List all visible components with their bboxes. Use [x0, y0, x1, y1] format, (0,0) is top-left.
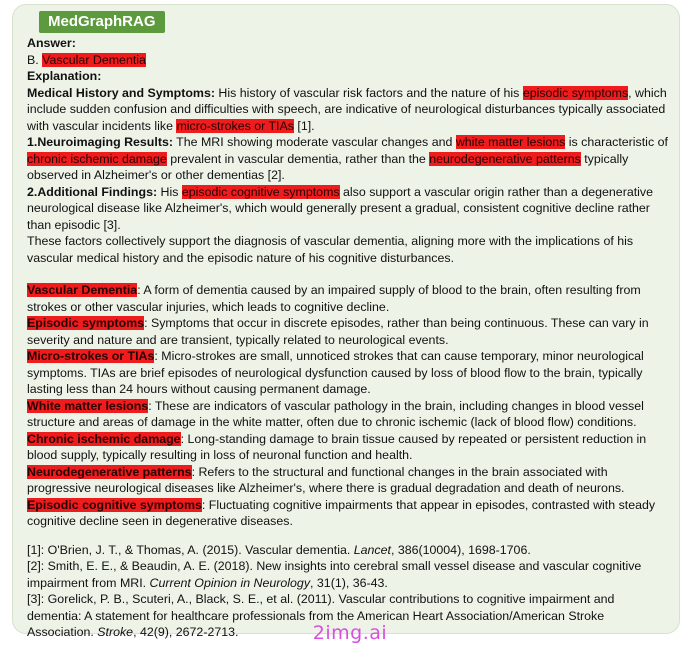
- definition-term: Episodic symptoms: [27, 316, 145, 330]
- highlight-term: chronic ischemic damage: [27, 151, 167, 166]
- highlight-term: white matter lesions: [455, 135, 566, 149]
- definition-item: White matter lesions: These are indicators of vascular pathology in the brain, including changes in blood vessel structure and areas of damage in the white matter, often due to chronic ischemic (lack of blood flow) conditions.: [27, 398, 644, 429]
- reference-item: [2]: Smith, E. E., & Beaudin, A. E. (2018). New insights into cerebral small vessel disease and vascular cognitive impairment from MRI. Current Opinion in Neurology, 31(1), 36-43.: [27, 559, 642, 590]
- paragraph-additional-findings: 2.Additional Findings: His episodic cognitive symptoms also support a vascular origin rather than a degenerative neurological disease like Alzheimer's, which would generally present a gradual, consistent cognitive decline rather than episodic [3].: [27, 184, 653, 232]
- answer-content: [27, 35, 672, 641]
- source-tag: MedGraphRAG: [39, 11, 165, 33]
- definition-term: Micro-strokes or TIAs: [27, 349, 155, 363]
- definition-item: Neurodegenerative patterns: Refers to the structural and functional changes in the brain associated with progressive neurological diseases like Alzheimer's, where there is gradual degradation and death of neurons.: [27, 464, 625, 495]
- paragraph-neuroimaging: 1.Neuroimaging Results: The MRI showing moderate vascular changes and white matter lesions is characteristic of chronic ischemic damage prevalent in vascular dementia, rather than the neurodegenerative patterns typically observed in Alzheimer's or other dementias [2].: [27, 135, 668, 182]
- reference-item: [3]: Gorelick, P. B., Scuteri, A., Black, S. E., et al. (2011). Vascular contributions to cognitive impairment and dementia: A statement for healthcare professionals from the American Heart Association/American Stroke Association. Stroke, 42(9), 2672-2713.: [27, 592, 615, 639]
- definitions-list: [27, 282, 672, 530]
- definition-term: Neurodegenerative patterns: [27, 464, 192, 479]
- explanation-label: Explanation:: [27, 69, 102, 83]
- definition-item: Vascular Dementia: A form of dementia caused by an impaired supply of blood to the brain, often resulting from strokes or other vascular injuries, which leads to cognitive decline.: [27, 283, 641, 314]
- definition-term: Episodic cognitive symptoms: [27, 497, 202, 512]
- definition-item: Episodic cognitive symptoms: Fluctuating cognitive impairments that appear in episodes, contrasted with steady cognitive decline seen in degenerative diseases.: [27, 497, 656, 528]
- highlight-term: episodic cognitive symptoms: [181, 184, 340, 199]
- definition-item: Episodic symptoms: Symptoms that occur in discrete episodes, rather than being continuous. These can vary in severity and nature and are transient, typically related to neurological events.: [27, 316, 649, 347]
- paragraph-medical-history: Medical History and Symptoms: His history of vascular risk factors and the nature of his episodic symptoms, which include sudden confusion and difficulties with speech, are indicative of neurological disturbances typically associated with vascular incidents like micro-strokes or TIAs [1].: [27, 85, 667, 133]
- definition-item: Micro-strokes or TIAs: Micro-strokes are small, unnoticed strokes that can cause temporary, minor neurological symptoms. TIAs are brief episodes of neurological dysfunction caused by loss of blood flow to the brain, typically lasting less than 24 hours without causing permanent damage.: [27, 349, 644, 396]
- paragraph-conclusion: These factors collectively support the diagnosis of vascular dementia, aligning more with the implications of his vascular medical history and the episodic nature of his cognitive disturbances.: [27, 234, 634, 265]
- definition-term: Vascular Dementia: [27, 283, 138, 297]
- answer-line: B. Vascular Dementia: [27, 52, 146, 67]
- answer-label: Answer:: [27, 36, 76, 50]
- reference-item: [1]: O'Brien, J. T., & Thomas, A. (2015). Vascular dementia. Lancet, 386(10004), 1698-1706.: [27, 542, 531, 557]
- watermark: 2img.ai: [312, 622, 388, 644]
- definition-term: Chronic ischemic damage: [27, 431, 181, 446]
- highlight-term: episodic symptoms: [522, 85, 629, 100]
- definition-term: White matter lesions: [27, 398, 149, 413]
- highlight-term: neurodegenerative patterns: [429, 151, 581, 166]
- definition-item: Chronic ischemic damage: Long-standing damage to brain tissue caused by repeated or persistent reduction in blood supply, typically resulting in loss of neuronal function and health.: [27, 431, 647, 462]
- highlight-term: micro-strokes or TIAs: [176, 118, 294, 133]
- answer-highlight: Vascular Dementia: [42, 52, 146, 67]
